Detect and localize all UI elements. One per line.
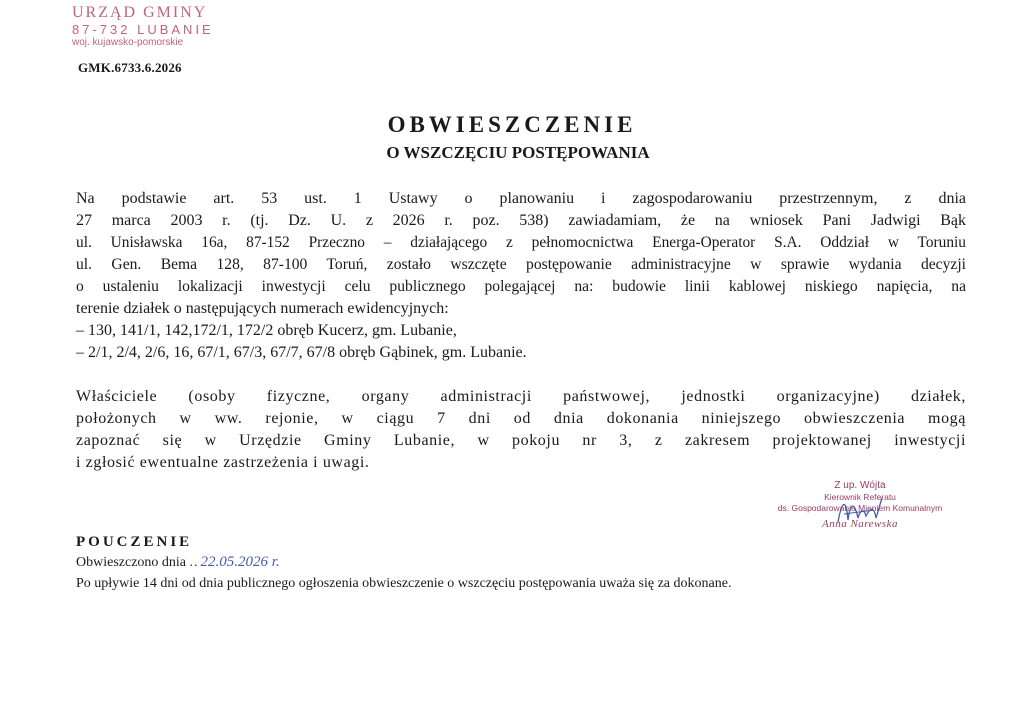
stamp-line-office: URZĄD GMINY (72, 4, 208, 21)
announced-date-line (76, 554, 280, 571)
signatory-name: Anna Narewska (821, 518, 899, 530)
document-subtitle: O WSZCZĘCIU POSTĘPOWANIA (386, 143, 650, 162)
owners-paragraph (76, 386, 966, 474)
paragraph-line: ul. Unisławska 16a, 87-152 Przeczno – działającego z pełnomocnictwa Energa-Operator S.A. Oddział w Toruniu (76, 234, 966, 251)
document-reference: GMK.6733.6.2026 (78, 60, 182, 75)
paragraph-line: położonych w ww. rejonie, w ciągu 7 dni od dnia dokonania niniejszego obwieszczenia mogą (76, 410, 966, 427)
paragraph-line: zapoznać się w Urzędzie Gminy Lubanie, w pokoju nr 3, z zakresem projektowanej inwestycji (76, 432, 966, 449)
signature-department: ds. Gospodarowania Mieniem Komunalnym (777, 503, 943, 513)
document-title: OBWIESZCZENIE (387, 112, 637, 137)
announced-label: Obwieszczono dnia (76, 555, 187, 570)
paragraph-line: o ustaleniu lokalizacji inwestycji celu publicznego polegającej na: budowie linii kablowej niskiego napięcia, na (76, 278, 966, 295)
paragraph-line: i zgłosić ewentualne zastrzeżenia i uwagi. (76, 454, 370, 471)
parcel-list-item: – 2/1, 2/4, 2/6, 16, 67/1, 67/3, 67/7, 67/8 obręb Gąbinek, gm. Lubanie. (76, 344, 527, 361)
paragraph-line: terenie działek o następujących numerach ewidencyjnych: (76, 300, 449, 317)
dotted-leader: .. (189, 555, 199, 570)
handwritten-signature (830, 490, 890, 530)
parcel-list-item: – 130, 141/1, 142,172/1, 172/2 obręb Kucerz, gm. Lubanie, (76, 322, 457, 339)
paragraph-line: 27 marca 2003 r. (tj. Dz. U. z 2026 r. poz. 538) zawiadamiam, że na wniosek Pani Jadwigi Bąk (76, 212, 966, 229)
paragraph-line: Właściciele (osoby fizyczne, organy administracji państwowej, jednostki organizacyjne) działek, (76, 388, 966, 405)
announced-date-handwritten: 22.05.2026 r. (200, 554, 280, 570)
announcement-paragraph (76, 188, 966, 364)
stamp-line-region: woj. kujawsko-pomorskie (72, 37, 184, 48)
instruction-note: Po upływie 14 dni od dnia publicznego ogłoszenia obwieszczenie o wszczęciu postępowania uważa się za dokonane. (76, 576, 732, 591)
office-stamp (72, 4, 247, 49)
paragraph-line: Na podstawie art. 53 ust. 1 Ustawy o planowaniu i zagospodarowaniu przestrzennym, z dnia (76, 190, 966, 207)
instruction-heading: POUCZENIE (76, 534, 193, 550)
stamp-line-address: 87-732 LUBANIE (72, 22, 214, 37)
signature-authority: Z up. Wójta (834, 480, 886, 491)
signature-position: Kierownik Referatu (824, 492, 896, 502)
paragraph-line: ul. Gen. Bema 128, 87-100 Toruń, zostało wszczęte postępowanie administracyjne w sprawie wydania decyzji (76, 256, 966, 273)
